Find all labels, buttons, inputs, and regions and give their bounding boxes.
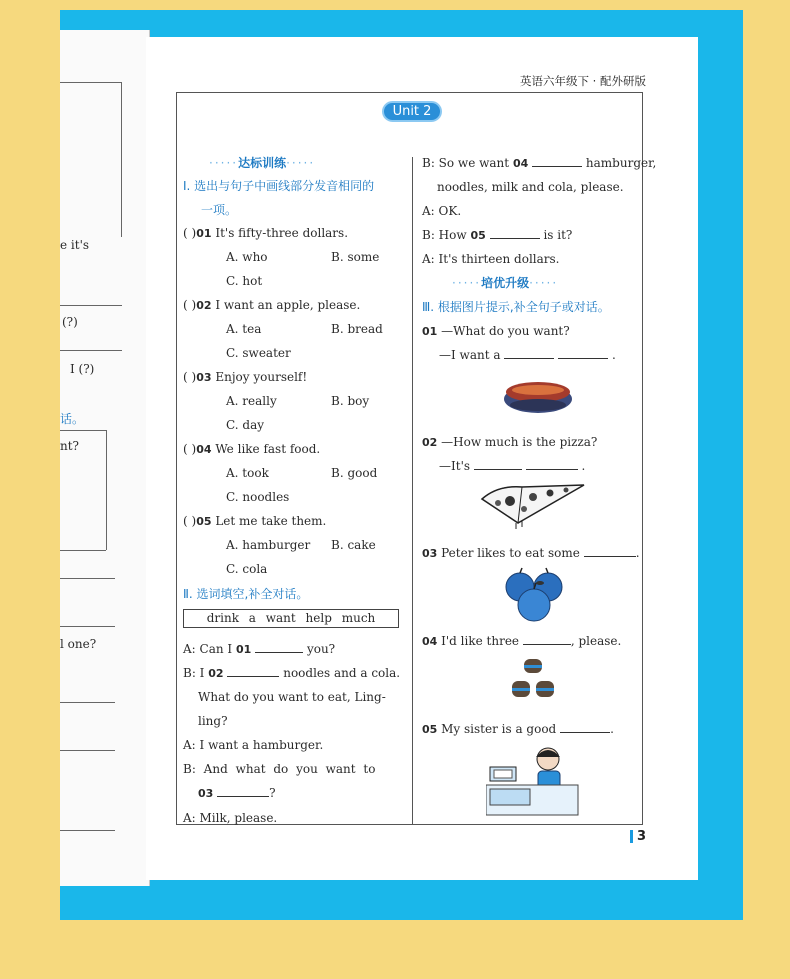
question-text: Enjoy yourself! (215, 370, 308, 384)
page-number: 3 (630, 829, 646, 844)
question-2 (183, 293, 360, 318)
option-c[interactable]: C. noodles (226, 490, 290, 504)
dialog-line: A: Can I 01 you? (183, 642, 336, 656)
question-number: 05 (196, 515, 212, 528)
dialog-line: B: So we want 04 hamburger, (422, 156, 657, 170)
option-b[interactable]: B. good (331, 466, 378, 480)
rule-line (60, 830, 115, 831)
fill-blank[interactable] (474, 458, 522, 470)
left-fragment: nt? (60, 439, 79, 453)
option-b[interactable]: B. bread (331, 322, 383, 336)
option-b[interactable]: B. cake (331, 538, 376, 552)
question-number: 03 (196, 371, 212, 384)
left-page-edge (60, 30, 150, 886)
section1-title-line2: 一项。 (201, 203, 238, 217)
option-a[interactable]: A. really (226, 394, 277, 408)
fill-blank[interactable] (227, 665, 279, 677)
column-divider (412, 157, 413, 824)
dialog-line: What do you want to eat, Ling- (198, 690, 386, 704)
page-number-marker (630, 830, 633, 843)
answer-paren[interactable]: ( ) (183, 442, 197, 456)
section1-banner: ·····达标训练····· (209, 156, 316, 170)
question-1 (183, 221, 348, 246)
dialog-line: A: Milk, please. (183, 811, 278, 825)
apples-illustration (502, 563, 568, 625)
question-5 (183, 509, 326, 534)
option-b[interactable]: B. boy (331, 394, 370, 408)
section3-banner: ·····培优升级····· (452, 276, 559, 290)
question-text: I want an apple, please. (215, 298, 361, 312)
fill-blank[interactable] (584, 545, 636, 557)
dialog-line: ling? (198, 714, 228, 728)
dialog-line: A: It's thirteen dollars. (422, 252, 560, 266)
fill-blank[interactable] (255, 641, 303, 653)
answer-paren[interactable]: ( ) (183, 226, 197, 240)
picture-question-3: 03 Peter likes to eat some . (422, 546, 640, 560)
rule-line (60, 82, 122, 83)
option-a[interactable]: A. tea (226, 322, 262, 336)
fill-blank[interactable] (490, 227, 540, 239)
pizza-slice-illustration (478, 481, 590, 531)
rule-line (106, 430, 107, 550)
question-3 (183, 365, 307, 390)
dialog-line: B: And what do you want to (183, 762, 376, 776)
question-4 (183, 437, 320, 462)
cashier-illustration (486, 745, 586, 821)
left-fragment: 话。 (60, 412, 85, 426)
left-fragment: (?) (62, 315, 78, 329)
question-text: It's fifty-three dollars. (215, 226, 349, 240)
left-column (183, 151, 408, 831)
picture-question-4: 04 I'd like three , please. (422, 634, 622, 648)
fill-blank[interactable] (526, 458, 578, 470)
left-fragment: I (?) (70, 362, 95, 376)
rule-line (60, 550, 106, 551)
rule-line (60, 702, 115, 703)
fill-blank[interactable] (504, 347, 554, 359)
hotdog-illustration (500, 371, 580, 419)
rule-line (60, 626, 115, 627)
section1-title-line1: Ⅰ. 选出与句子中画线部分发音相同的 (183, 179, 375, 193)
left-fragment: l one? (60, 637, 97, 651)
rule-line (60, 305, 122, 306)
fill-blank[interactable] (523, 633, 571, 645)
right-column (422, 151, 657, 831)
left-fragment: e it's (60, 238, 90, 252)
picture-question-2-answer: —It's . (439, 459, 586, 473)
picture-question-5: 05 My sister is a good . (422, 722, 614, 736)
section2-title: Ⅱ. 选词填空,补全对话。 (183, 587, 309, 601)
book-header: 英语六年级下 · 配外研版 (520, 74, 646, 88)
fill-blank[interactable] (532, 155, 582, 167)
option-b[interactable]: B. some (331, 250, 380, 264)
dialog-line: B: How 05 is it? (422, 228, 573, 242)
worksheet-page (146, 37, 698, 880)
section3-title: Ⅲ. 根据图片提示,补全句子或对话。 (422, 300, 610, 314)
dialog-line: A: OK. (422, 204, 462, 218)
option-a[interactable]: A. took (226, 466, 269, 480)
question-number: 04 (196, 443, 212, 456)
fill-blank[interactable] (217, 785, 269, 797)
dialog-line: noodles, milk and cola, please. (437, 180, 624, 194)
unit-title: Unit 2 (382, 101, 442, 122)
picture-question-1-answer: —I want a . (439, 348, 616, 362)
question-text: We like fast food. (215, 442, 321, 456)
hamburgers-illustration (510, 657, 558, 701)
rule-line (60, 430, 106, 431)
option-c[interactable]: C. day (226, 418, 264, 432)
answer-paren[interactable]: ( ) (183, 514, 197, 528)
question-number: 01 (196, 227, 212, 240)
question-text: Let me take them. (215, 514, 327, 528)
fill-blank[interactable] (558, 347, 608, 359)
option-c[interactable]: C. sweater (226, 346, 291, 360)
dialog-line: B: I 02 noodles and a cola. (183, 666, 401, 680)
word-bank: drink a want help much (183, 609, 399, 628)
rule-line (60, 578, 115, 579)
question-number: 02 (196, 299, 212, 312)
picture-question-1: 01 —What do you want? (422, 324, 570, 338)
dialog-line: A: I want a hamburger. (183, 738, 324, 752)
rule-line (60, 750, 115, 751)
rule-line (121, 82, 122, 237)
option-c[interactable]: C. hot (226, 274, 263, 288)
answer-paren[interactable]: ( ) (183, 298, 197, 312)
option-c[interactable]: C. cola (226, 562, 268, 576)
picture-question-2: 02 —How much is the pizza? (422, 435, 598, 449)
answer-paren[interactable]: ( ) (183, 370, 197, 384)
rule-line (60, 350, 122, 351)
option-a[interactable]: A. hamburger (226, 538, 311, 552)
option-a[interactable]: A. who (226, 250, 268, 264)
dialog-line: 03 ? (198, 786, 276, 800)
fill-blank[interactable] (560, 721, 610, 733)
